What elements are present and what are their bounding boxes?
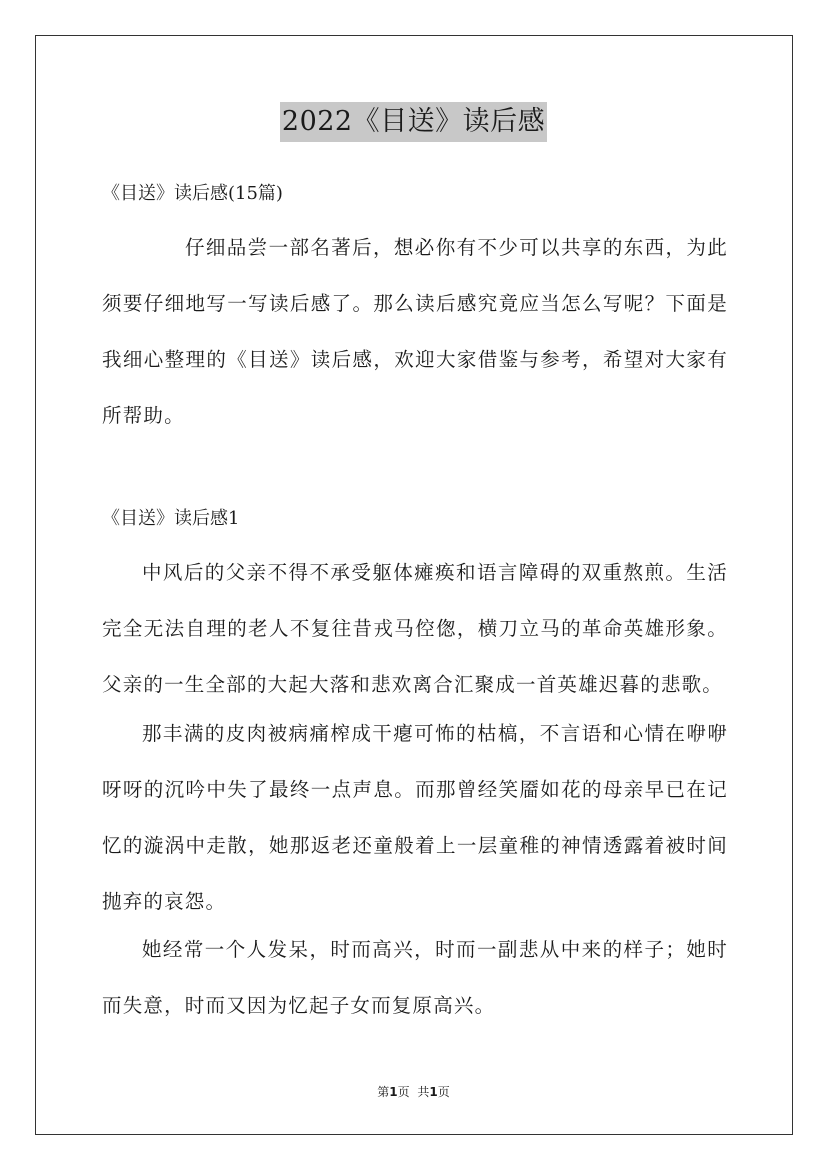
page-footer [0,1083,827,1100]
body-paragraph-2: 那丰满的皮肉被病痛榨成干瘪可怖的枯槁，不言语和心情在咿咿呀呀的沉吟中失了最终一点声息。而那曾经笑靥如花的母亲早已在记忆的漩涡中走散，她那返老还童般着上一层童稚的神情透露着被时间抛弃的哀怨。 [102,722,728,913]
document-title-block [0,102,827,142]
footer-page-number: 1 [389,1085,398,1099]
document-title: 2022《目送》读后感 [280,102,547,142]
section-heading: 《目送》读后感1 [102,508,240,529]
footer-total-suffix: 页 [437,1085,450,1099]
document-subtitle: 《目送》读后感(15篇) [102,183,283,204]
intro-paragraph: 仔细品尝一部名著后，想必你有不少可以共享的东西，为此须要仔细地写一写读后感了。那么读后感究竟应当怎么写呢？下面是我细心整理的《目送》读后感，欢迎大家借鉴与参考，希望对大家有所帮助。 [102,236,728,427]
body-paragraph-3: 她经常一个人发呆，时而高兴，时而一副悲从中来的样子；她时而失意，时而又因为忆起子女而复原高兴。 [102,938,728,1017]
footer-total-prefix: 共 [417,1085,430,1099]
footer-page-suffix: 页 [397,1085,410,1099]
footer-prefix: 第 [377,1085,390,1099]
footer-total-pages: 1 [429,1085,438,1099]
body-paragraph-1: 中风后的父亲不得不承受躯体瘫痪和语言障碍的双重熬煎。生活完全无法自理的老人不复往昔戎马倥偬，横刀立马的革命英雄形象。父亲的一生全部的大起大落和悲欢离合汇聚成一首英雄迟暮的悲歌。 [102,561,728,696]
